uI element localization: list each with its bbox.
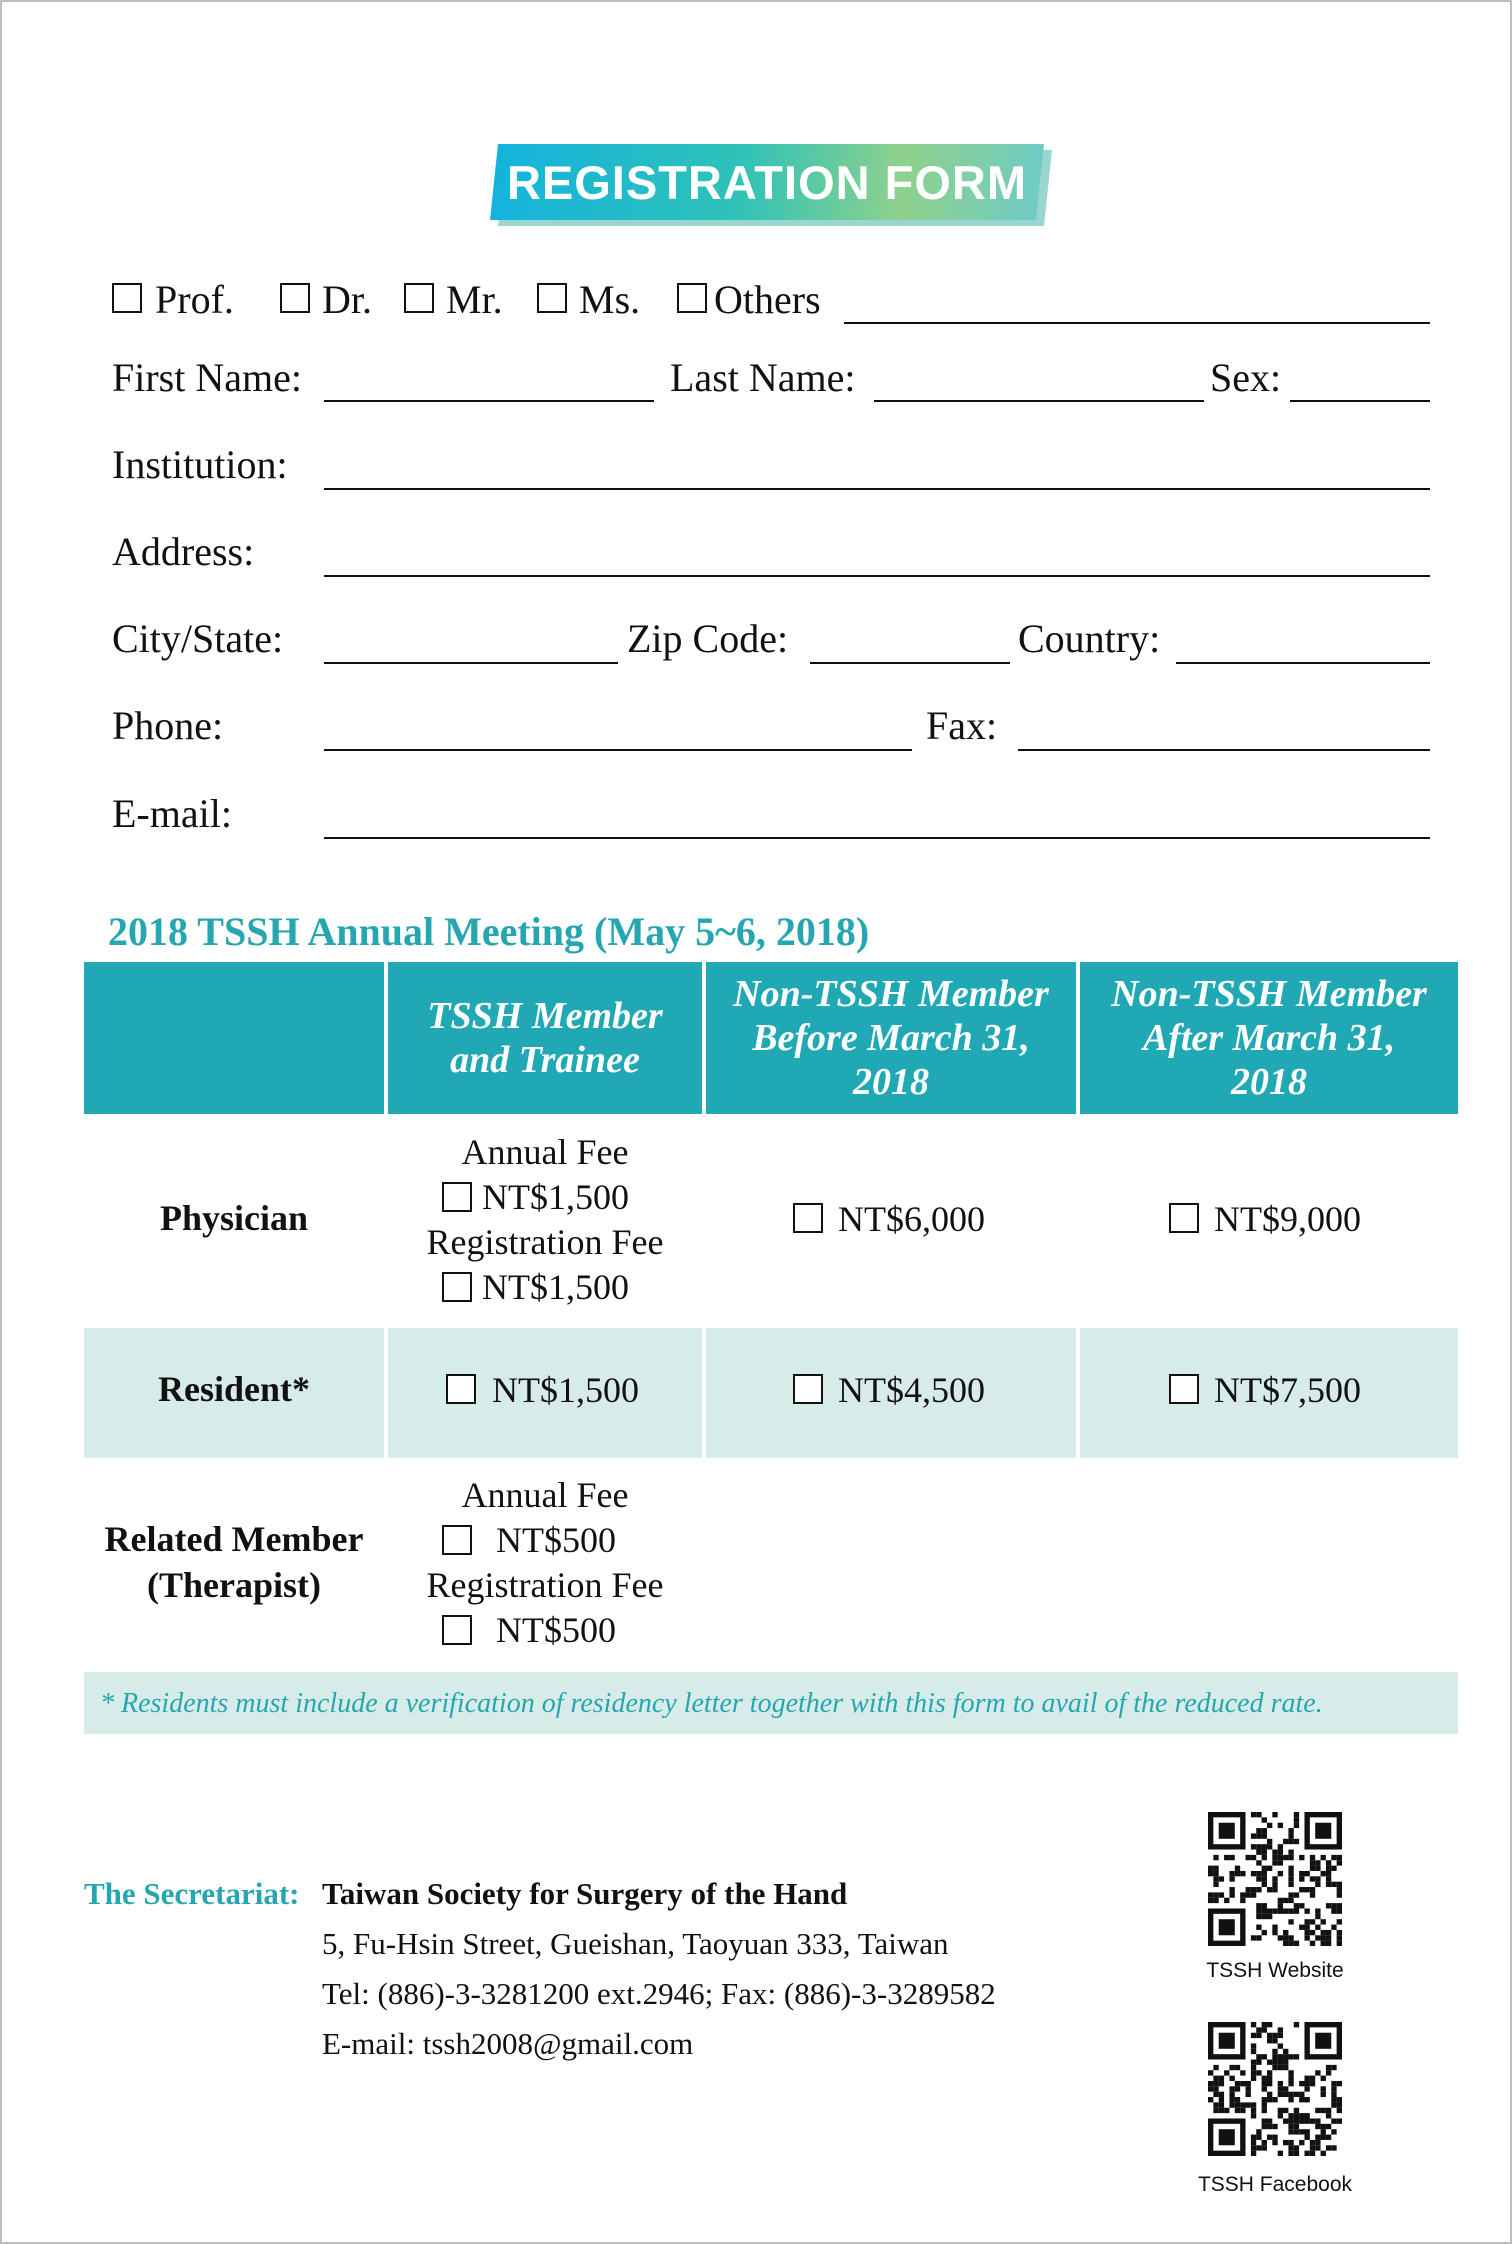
- address-input-line[interactable]: [324, 575, 1430, 577]
- secretariat-email: E-mail: tssh2008@gmail.com: [322, 2026, 694, 2061]
- resident-member-checkbox[interactable]: [446, 1374, 476, 1404]
- ms-label: Ms.: [579, 277, 641, 322]
- physician-annual-fee-label: Annual Fee: [461, 1132, 629, 1172]
- column-separator: [702, 1328, 706, 1458]
- physician-before-fee: NT$6,000: [838, 1199, 985, 1239]
- physician-annual-fee-checkbox[interactable]: [442, 1182, 472, 1212]
- physician-after-fee: NT$9,000: [1214, 1199, 1361, 1239]
- table-header-empty: [84, 962, 384, 1114]
- resident-after-checkbox[interactable]: [1169, 1374, 1199, 1404]
- physician-registration-fee-checkbox[interactable]: [442, 1272, 472, 1302]
- resident-before-checkbox[interactable]: [793, 1374, 823, 1404]
- fax-input-line[interactable]: [1018, 749, 1430, 751]
- country-input-line[interactable]: [1176, 662, 1430, 664]
- sex-label: Sex:: [1210, 355, 1282, 400]
- related-registration-fee-checkbox[interactable]: [442, 1615, 472, 1645]
- city-state-label: City/State:: [112, 616, 284, 661]
- physician-before-checkbox[interactable]: [793, 1203, 823, 1233]
- mr-checkbox[interactable]: [404, 283, 434, 313]
- meeting-title: 2018 TSSH Annual Meeting (May 5~6, 2018): [108, 909, 870, 954]
- zip-code-label: Zip Code:: [627, 616, 789, 661]
- table-header-non-member-after: Non-TSSH Member After March 31, 2018: [1080, 962, 1458, 1114]
- related-annual-fee-checkbox[interactable]: [442, 1525, 472, 1555]
- column-separator: [1076, 1328, 1080, 1458]
- last-name-input-line[interactable]: [874, 400, 1204, 402]
- related-registration-fee-value: NT$500: [496, 1610, 616, 1650]
- mr-label: Mr.: [446, 277, 503, 322]
- website-qr-code-icon[interactable]: [1208, 1812, 1342, 1946]
- city-state-input-line[interactable]: [324, 662, 618, 664]
- physician-row-label: Physician: [159, 1198, 309, 1238]
- resident-member-fee: NT$1,500: [492, 1370, 639, 1410]
- website-qr-caption: TSSH Website: [1206, 1959, 1344, 1982]
- table-header-member: TSSH Member and Trainee: [388, 962, 702, 1114]
- physician-annual-fee-value: NT$1,500: [482, 1177, 629, 1217]
- dr-label: Dr.: [322, 277, 372, 322]
- secretariat-address: 5, Fu-Hsin Street, Gueishan, Taoyuan 333, Taiwan: [322, 1926, 949, 1961]
- others-label: Others: [714, 277, 821, 322]
- table-header-non-member-before: Non-TSSH Member Before March 31, 2018: [706, 962, 1076, 1114]
- physician-registration-fee-label: Registration Fee: [426, 1222, 664, 1262]
- prof-checkbox[interactable]: [112, 283, 142, 313]
- secretariat-label: The Secretariat:: [84, 1876, 300, 1911]
- physician-after-checkbox[interactable]: [1169, 1203, 1199, 1233]
- ms-checkbox[interactable]: [537, 283, 567, 313]
- form-title-banner: [490, 144, 1044, 220]
- resident-after-fee: NT$7,500: [1214, 1370, 1361, 1410]
- email-input-line[interactable]: [324, 837, 1430, 839]
- secretariat-org: Taiwan Society for Surgery of the Hand: [322, 1876, 848, 1911]
- country-label: Country:: [1018, 616, 1161, 661]
- resident-note-band: [84, 1672, 1458, 1734]
- related-registration-fee-label: Registration Fee: [426, 1565, 664, 1605]
- resident-row-label: Resident*: [158, 1369, 310, 1409]
- physician-registration-fee-value: NT$1,500: [482, 1267, 629, 1307]
- related-member-row-label: Related Member (Therapist): [104, 1519, 364, 1605]
- resident-note: * Residents must include a verification of residency letter together with this form to avail of the reduced rate.: [100, 1688, 1323, 1719]
- phone-label: Phone:: [112, 703, 224, 748]
- fax-label: Fax:: [926, 703, 998, 748]
- facebook-qr-caption: TSSH Facebook: [1197, 2173, 1353, 2196]
- secretariat-tel-fax: Tel: (886)-3-3281200 ext.2946; Fax: (886)-3-3289582: [322, 1976, 996, 2011]
- related-annual-fee-value: NT$500: [496, 1520, 616, 1560]
- related-annual-fee-label: Annual Fee: [461, 1475, 629, 1515]
- others-checkbox[interactable]: [677, 283, 707, 313]
- institution-input-line[interactable]: [324, 488, 1430, 490]
- last-name-label: Last Name:: [670, 355, 856, 400]
- institution-label: Institution:: [112, 442, 288, 487]
- email-label: E-mail:: [112, 791, 232, 836]
- prof-label: Prof.: [155, 277, 234, 322]
- address-label: Address:: [112, 529, 255, 574]
- form-title: REGISTRATION FORM: [506, 155, 1028, 209]
- zip-code-input-line[interactable]: [810, 662, 1010, 664]
- column-separator: [384, 1328, 388, 1458]
- dr-checkbox[interactable]: [280, 283, 310, 313]
- resident-before-fee: NT$4,500: [838, 1370, 985, 1410]
- others-input-line[interactable]: [844, 322, 1430, 324]
- sex-input-line[interactable]: [1290, 400, 1430, 402]
- facebook-qr-code-icon[interactable]: [1208, 2022, 1342, 2156]
- phone-input-line[interactable]: [324, 749, 912, 751]
- first-name-label: First Name:: [112, 355, 302, 400]
- first-name-input-line[interactable]: [324, 400, 654, 402]
